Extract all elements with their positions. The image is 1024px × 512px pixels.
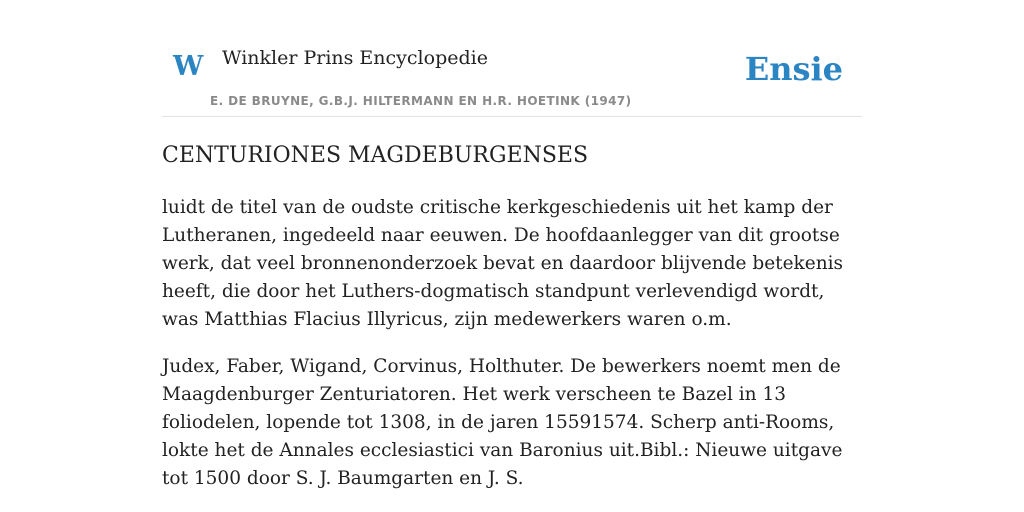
publication-title[interactable]: Winkler Prins Encyclopedie — [222, 47, 488, 69]
encyclopedia-entry-card — [162, 30, 862, 493]
entry-title: CENTURIONES MAGDEBURGENSES — [162, 143, 589, 168]
entry-paragraph-2: Judex, Faber, Wigand, Corvinus, Holthuter. De bewerkers noemt men de Maagdenburger Zenturiatoren. Het werk verscheen te Bazel in 13 foliodelen, lopende tot 1308, in de jaren 15591574. Scherp anti-Rooms, lokte het de Annales ecclesiastici van Baronius uit.Bibl.: Nieuwe uitgave tot 1500 door S. J. Baumgarten en J. S. — [162, 356, 843, 489]
winkler-prins-logo[interactable]: W — [173, 51, 204, 82]
entry-paragraph-1: luidt de titel van de oudste critische kerkgeschiedenis uit het kamp der Lutheranen, ingedeeld naar eeuwen. De hoofdaanlegger van dit grootse werk, dat veel bronnenonderzoek bevat en daardoor blijvende betekenis heeft, die door het Luthers-dogmatisch standpunt verlevendigd wordt, was Matthias Flacius Illyricus, zijn medewerkers waren o.m. — [162, 197, 844, 330]
ensie-brand-logo[interactable]: Ensie — [744, 50, 843, 88]
publication-header — [162, 30, 862, 117]
publication-authors: E. DE BRUYNE, G.B.J. HILTERMANN EN H.R. HOETINK (1947) — [210, 94, 632, 108]
